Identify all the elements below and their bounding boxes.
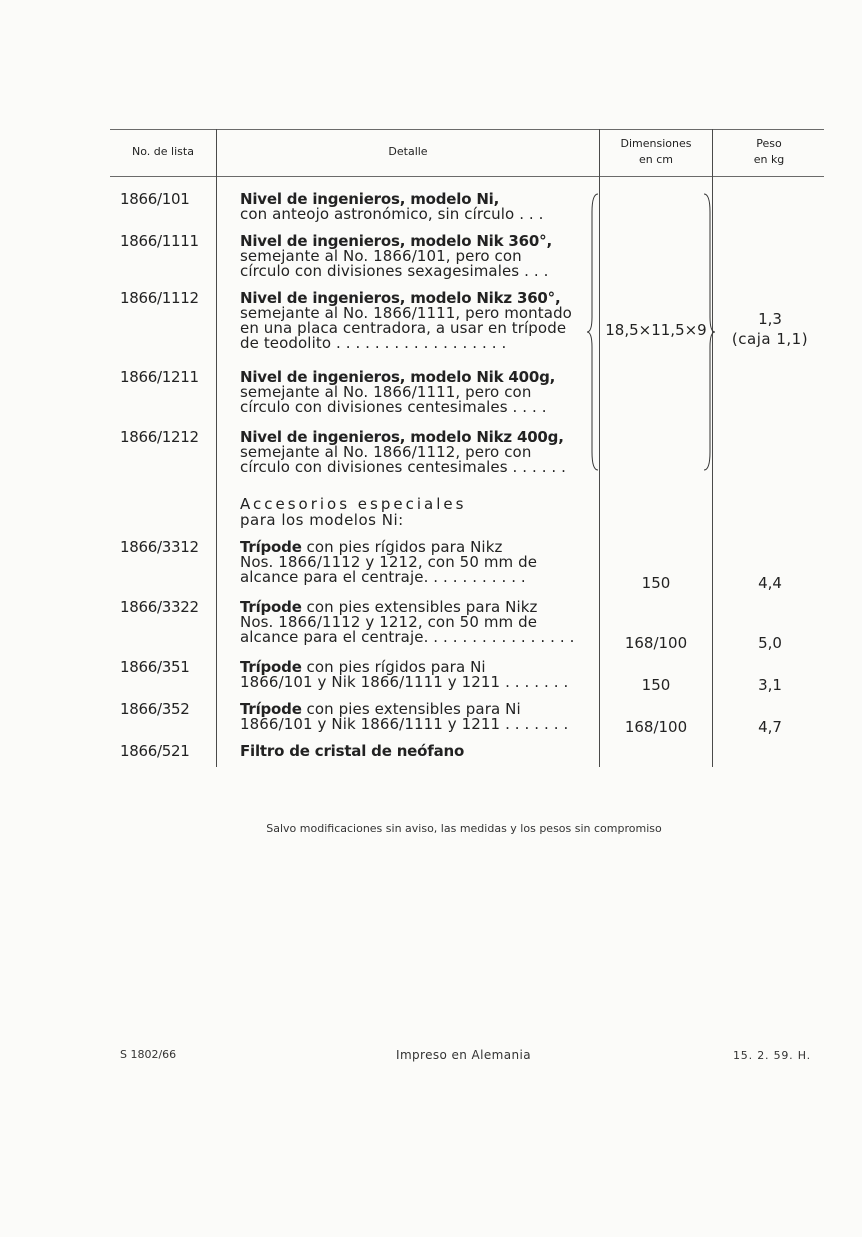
accessory-dimensions: 150	[641, 676, 671, 694]
detail-line: con anteojo astronómico, sin círculo . . .	[240, 205, 544, 223]
models-dimensions: 18,5×11,5×9	[605, 321, 707, 339]
header-weight-line2: en kg	[753, 153, 785, 166]
detail-title: Nivel de ingenieros, modelo Nikz 400g,	[240, 428, 564, 446]
accessory-weight: 4,4	[758, 574, 782, 592]
detail-line: semejante al No. 1866/101, pero con	[240, 247, 522, 265]
detail-title: Nivel de ingenieros, modelo Nik 360°,	[240, 232, 552, 250]
detail-line: con pies extensibles para Nikz	[301, 598, 538, 616]
detail-line: semejante al No. 1866/1112, pero con	[240, 443, 532, 461]
list-item-code: 1866/351	[120, 658, 190, 676]
models-weight	[714, 309, 826, 349]
detail-line: de teodolito . . . . . . . . . . . . . . . . . .	[240, 334, 507, 352]
list-item-detail	[240, 430, 590, 475]
accessory-dimensions: 150	[641, 574, 671, 592]
list-item-code: 1866/1211	[120, 368, 199, 386]
header-weight-line1: Peso	[756, 137, 782, 150]
list-item-detail	[240, 291, 590, 351]
list-item-code: 1866/1112	[120, 289, 199, 307]
list-item-detail	[240, 660, 590, 690]
detail-line: alcance para el centraje. . . . . . . . . . .	[240, 568, 526, 586]
footer-printed-in: Impreso en Alemania	[396, 1048, 531, 1062]
table-top-rule	[110, 129, 824, 130]
detail-title: Trípode	[240, 598, 302, 616]
list-item-detail	[240, 702, 590, 732]
models-weight-case: (caja 1,1)	[731, 330, 809, 348]
list-item-code: 1866/3322	[120, 598, 199, 616]
detail-title: Filtro de cristal de neófano	[240, 742, 465, 760]
header-list: No. de lista	[132, 145, 194, 158]
detail-title: Trípode	[240, 538, 302, 556]
detail-title: Trípode	[240, 658, 302, 676]
list-item-detail	[240, 234, 590, 279]
footer-date: 15. 2. 59. H.	[733, 1049, 811, 1062]
list-item-detail	[240, 744, 590, 759]
list-item-code: 1866/352	[120, 700, 190, 718]
table-header-rule	[110, 176, 824, 177]
accessory-weight: 5,0	[758, 634, 782, 652]
accessory-dimensions: 168/100	[624, 634, 688, 652]
detail-line: semejante al No. 1866/1111, pero con	[240, 383, 532, 401]
models-weight-value: 1,3	[758, 310, 782, 328]
column-divider-list	[216, 129, 217, 767]
detail-line: con pies extensibles para Ni	[301, 700, 521, 718]
list-item-code: 1866/3312	[120, 538, 199, 556]
accessories-heading-subtitle: para los modelos Ni:	[240, 511, 404, 529]
detail-line: Nos. 1866/1112 y 1212, con 50 mm de	[240, 553, 538, 571]
detail-line: círculo con divisiones sexagesimales . . .	[240, 262, 549, 280]
header-dimensions	[600, 136, 712, 168]
list-item-code: 1866/101	[120, 190, 190, 208]
detail-title: Trípode	[240, 700, 302, 718]
detail-line: círculo con divisiones centesimales . . . . . .	[240, 458, 567, 476]
disclaimer: Salvo modificaciones sin aviso, las medidas y los pesos sin compromiso	[266, 822, 662, 835]
list-item-detail	[240, 600, 590, 645]
accessory-weight: 3,1	[758, 676, 782, 694]
header-detail: Detalle	[388, 145, 428, 158]
detail-title: Nivel de ingenieros, modelo Nikz 360°,	[240, 289, 561, 307]
header-dimensions-line1: Dimensiones	[620, 137, 692, 150]
list-item-code: 1866/1111	[120, 232, 199, 250]
list-item-code: 1866/1212	[120, 428, 199, 446]
list-item-detail	[240, 540, 590, 585]
detail-line: con pies rígidos para Nikz	[301, 538, 503, 556]
list-item-detail	[240, 192, 590, 222]
detail-line: con pies rígidos para Ni	[301, 658, 486, 676]
footer-doc-number: S 1802/66	[120, 1048, 177, 1061]
detail-line: 1866/101 y Nik 1866/1111 y 1211 . . . . . . .	[240, 715, 569, 733]
header-weight	[713, 136, 825, 168]
accessories-heading	[240, 496, 466, 528]
detail-line: círculo con divisiones centesimales . . . .	[240, 398, 547, 416]
header-dimensions-line2: en cm	[639, 153, 673, 166]
list-item-detail	[240, 370, 590, 415]
accessories-heading-title: Accesorios especiales	[240, 495, 467, 513]
detail-line: alcance para el centraje. . . . . . . . . . . . . . . .	[240, 628, 575, 646]
accessory-weight: 4,7	[758, 718, 782, 736]
detail-line: Nos. 1866/1112 y 1212, con 50 mm de	[240, 613, 538, 631]
brace-left	[586, 192, 600, 472]
list-item-code: 1866/521	[120, 742, 190, 760]
detail-title: Nivel de ingenieros, modelo Nik 400g,	[240, 368, 556, 386]
detail-line: 1866/101 y Nik 1866/1111 y 1211 . . . . . . .	[240, 673, 569, 691]
accessory-dimensions: 168/100	[624, 718, 688, 736]
detail-title: Nivel de ingenieros, modelo Ni,	[240, 190, 500, 208]
detail-line: semejante al No. 1866/1111, pero montado	[240, 304, 572, 322]
detail-line: en una placa centradora, a usar en trípode	[240, 319, 567, 337]
